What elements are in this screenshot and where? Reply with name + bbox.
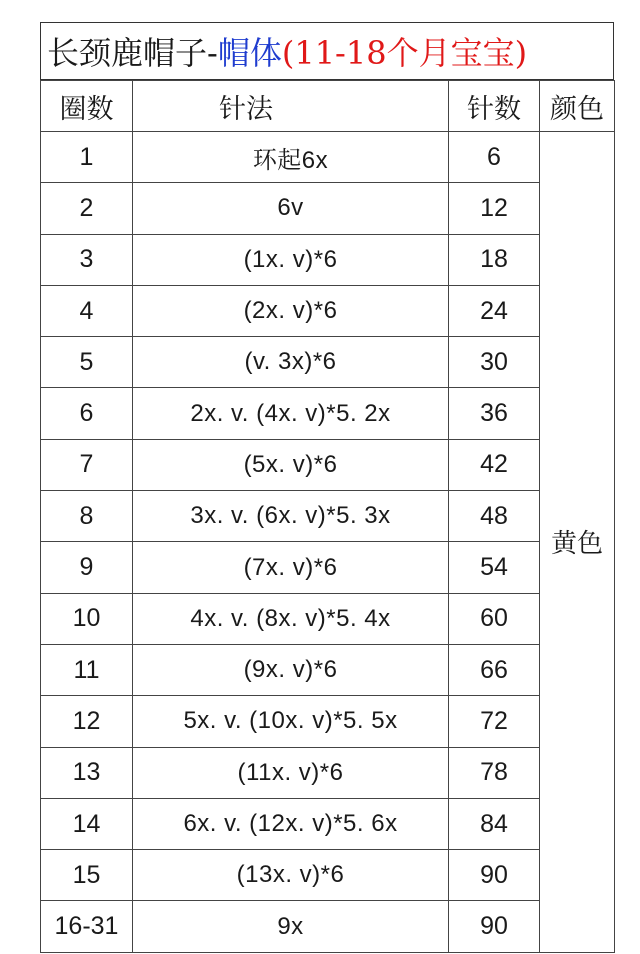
count-cell: 90 (449, 850, 540, 901)
table-row (41, 337, 615, 388)
header-stitch: 针法 (133, 81, 449, 132)
count-cell: 6 (449, 132, 540, 183)
round-cell: 11 (41, 644, 133, 695)
count-cell: 84 (449, 798, 540, 849)
title-section: 帽体 (217, 34, 282, 72)
round-cell: 9 (41, 542, 133, 593)
count-cell: 60 (449, 593, 540, 644)
round-cell: 14 (41, 798, 133, 849)
stitch-table (40, 80, 615, 953)
round-cell: 15 (41, 850, 133, 901)
stitch-cell: 2x. v. (4x. v)*5. 2x (133, 388, 449, 439)
color-cell: 黄色 (540, 132, 615, 953)
count-cell: 36 (449, 388, 540, 439)
stitch-cell: 4x. v. (8x. v)*5. 4x (133, 593, 449, 644)
table-row (41, 850, 615, 901)
count-cell: 30 (449, 337, 540, 388)
table-row (41, 798, 615, 849)
table-row (41, 388, 615, 439)
table-row (41, 439, 615, 490)
stitch-cell: (9x. v)*6 (133, 644, 449, 695)
round-cell: 5 (41, 337, 133, 388)
stitch-cell: (5x. v)*6 (133, 439, 449, 490)
table-row (41, 132, 615, 183)
stitch-cell: (2x. v)*6 (133, 285, 449, 336)
stitch-cell: 5x. v. (10x. v)*5. 5x (133, 696, 449, 747)
round-cell: 2 (41, 183, 133, 234)
stitch-cell: (13x. v)*6 (133, 850, 449, 901)
title-main: 长颈鹿帽子- (47, 34, 218, 72)
count-cell: 54 (449, 542, 540, 593)
header-round: 圈数 (41, 81, 133, 132)
round-cell: 8 (41, 491, 133, 542)
title-age-range: (11-18个月宝宝) (281, 34, 528, 72)
stitch-cell: (11x. v)*6 (133, 747, 449, 798)
table-row (41, 542, 615, 593)
count-cell: 66 (449, 644, 540, 695)
stitch-cell: 6v (133, 183, 449, 234)
table-row (41, 491, 615, 542)
stitch-cell: 6x. v. (12x. v)*5. 6x (133, 798, 449, 849)
stitch-cell: (v. 3x)*6 (133, 337, 449, 388)
count-cell: 48 (449, 491, 540, 542)
header-color: 颜色 (540, 81, 615, 132)
stitch-cell: 3x. v. (6x. v)*5. 3x (133, 491, 449, 542)
stitch-cell: (1x. v)*6 (133, 234, 449, 285)
round-cell: 16-31 (41, 901, 133, 952)
count-cell: 24 (449, 285, 540, 336)
round-cell: 1 (41, 132, 133, 183)
count-cell: 18 (449, 234, 540, 285)
count-cell: 42 (449, 439, 540, 490)
table-row (41, 593, 615, 644)
round-cell: 7 (41, 439, 133, 490)
table-row (41, 234, 615, 285)
count-cell: 72 (449, 696, 540, 747)
header-count: 针数 (449, 81, 540, 132)
table-row (41, 696, 615, 747)
header-row (41, 81, 615, 132)
table-row (41, 644, 615, 695)
stitch-cell: 9x (133, 901, 449, 952)
round-cell: 13 (41, 747, 133, 798)
round-cell: 12 (41, 696, 133, 747)
stitch-cell: (7x. v)*6 (133, 542, 449, 593)
page-title (40, 22, 614, 80)
round-cell: 10 (41, 593, 133, 644)
table-row (41, 747, 615, 798)
round-cell: 6 (41, 388, 133, 439)
table-row (41, 183, 615, 234)
table-row (41, 901, 615, 952)
round-cell: 4 (41, 285, 133, 336)
count-cell: 12 (449, 183, 540, 234)
count-cell: 78 (449, 747, 540, 798)
stitch-cell: 环起6x (133, 132, 449, 183)
round-cell: 3 (41, 234, 133, 285)
table-row (41, 285, 615, 336)
count-cell: 90 (449, 901, 540, 952)
pattern-sheet (40, 22, 615, 953)
